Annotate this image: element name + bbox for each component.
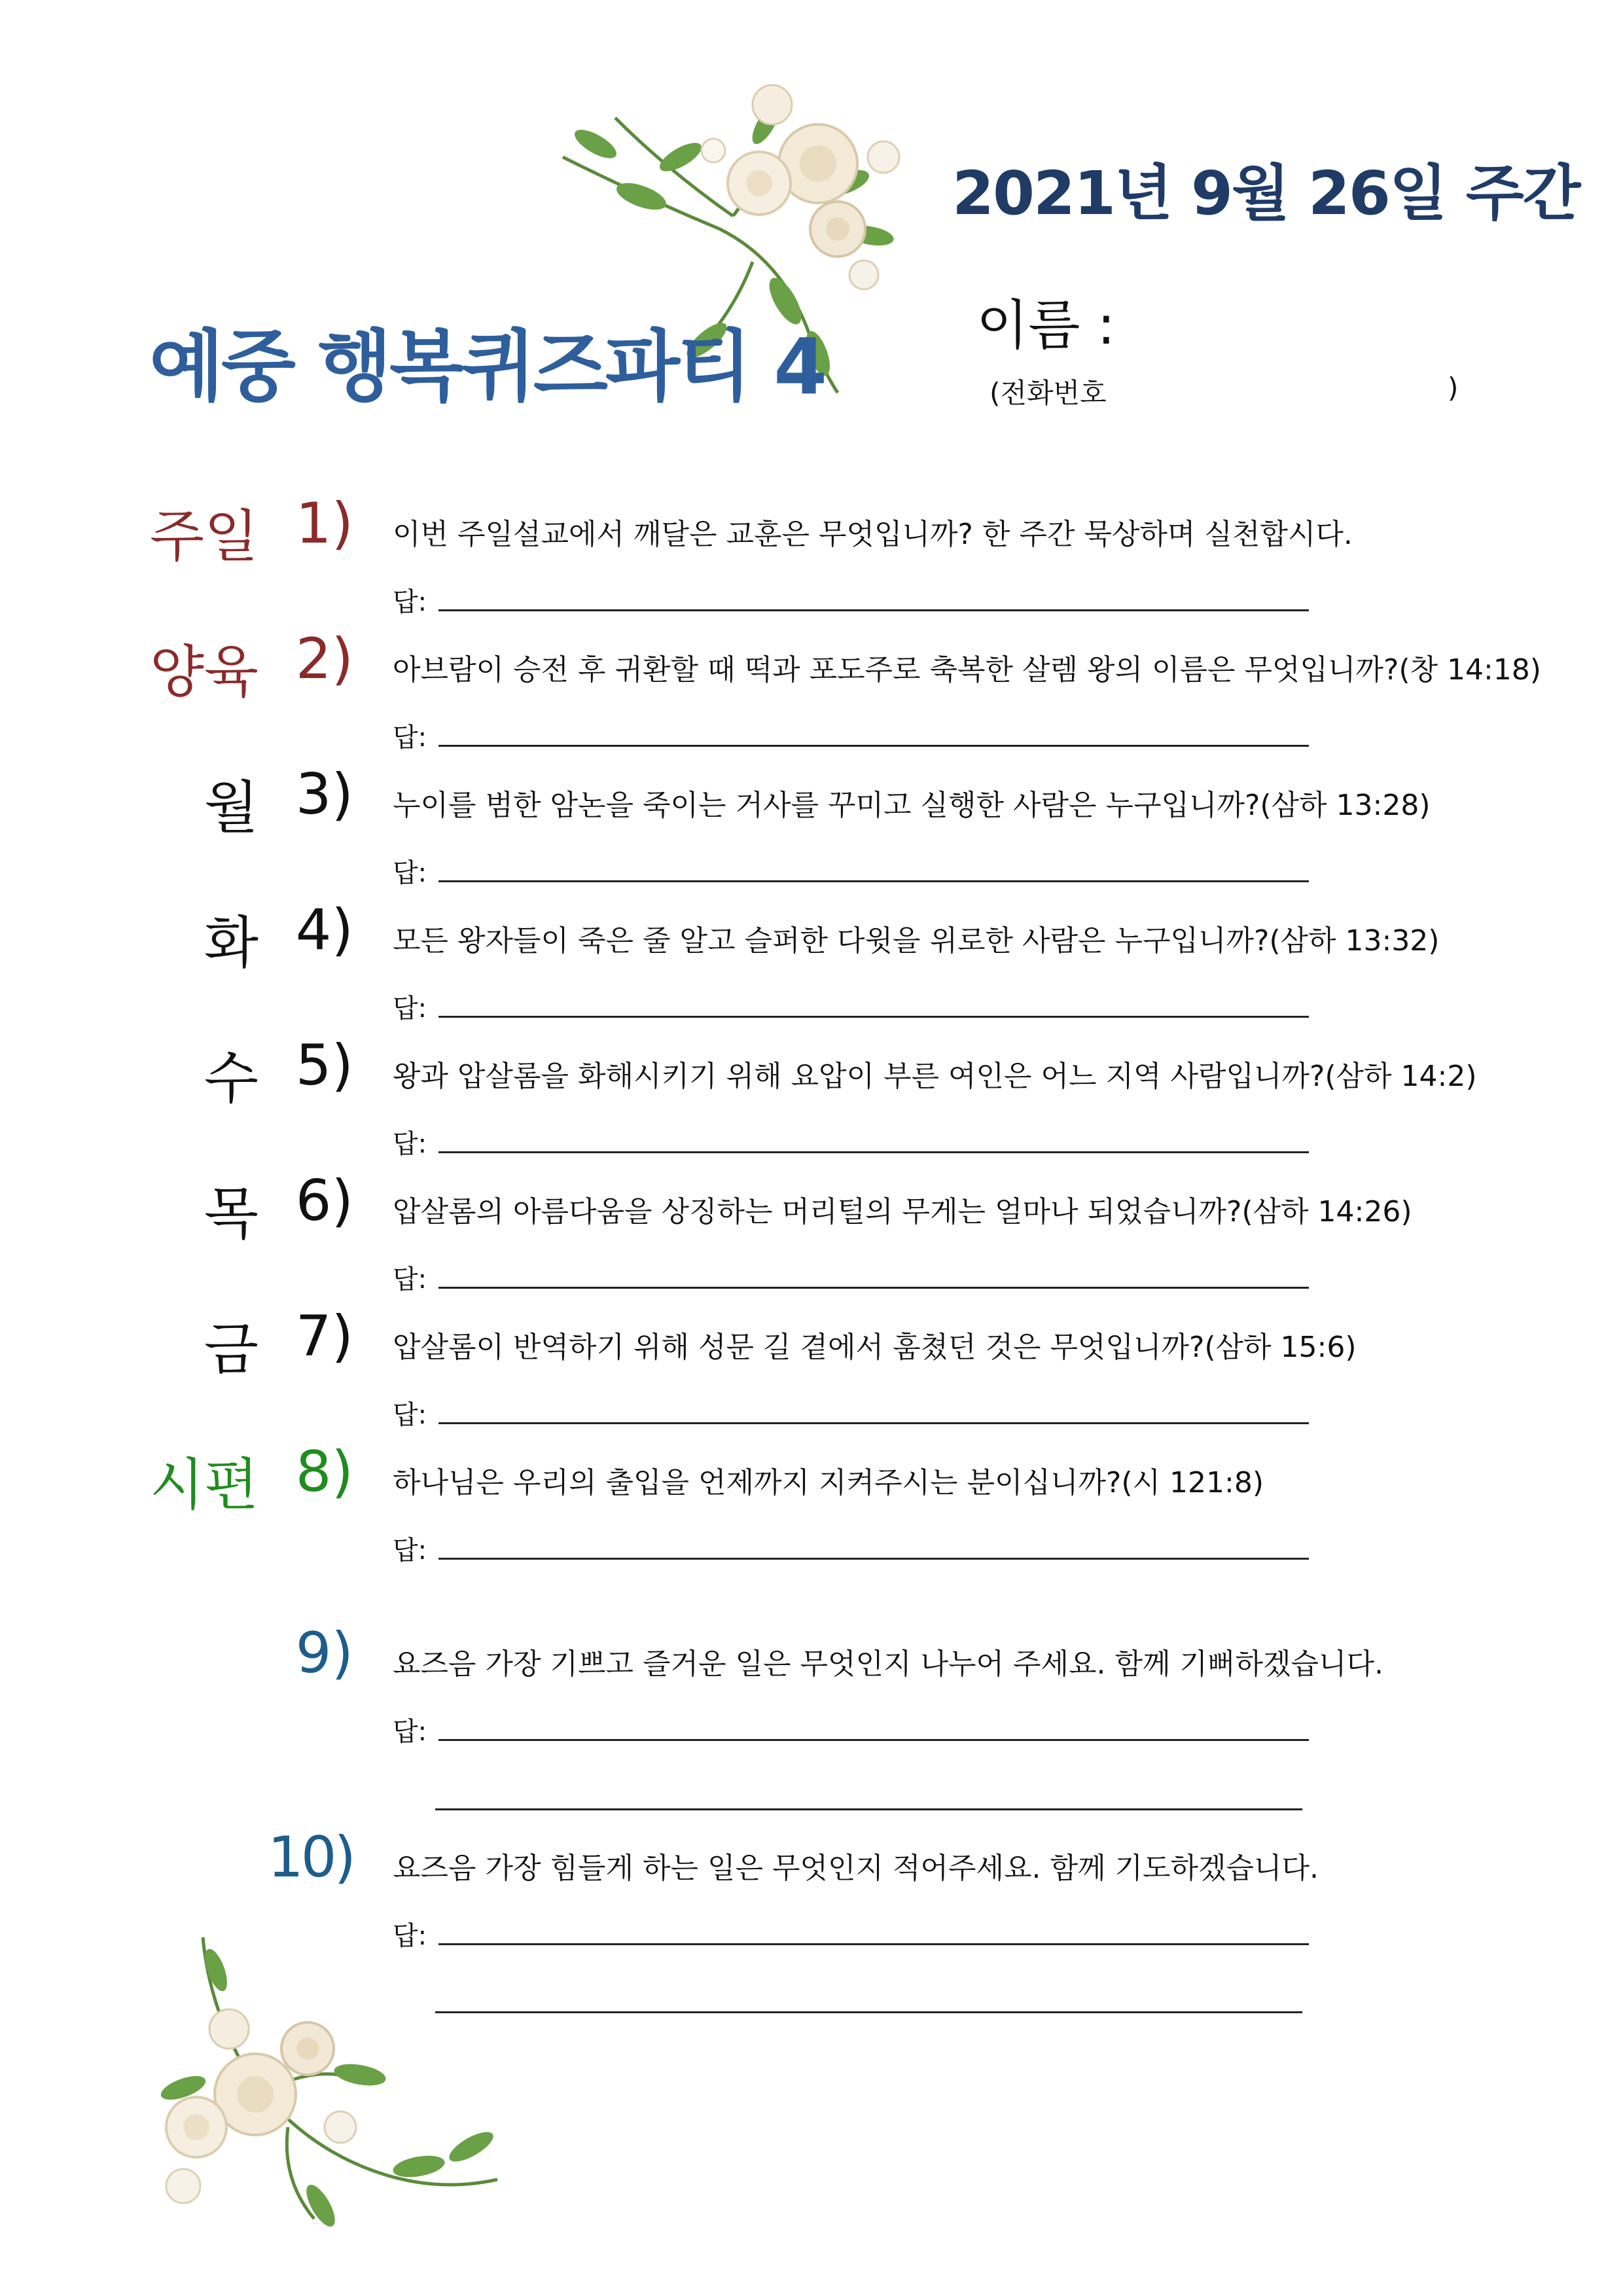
question-text: 요즈음 가장 기쁘고 즐거운 일은 무엇인지 나누어 주세요. 함께 기뻐하겠습니다.: [393, 1647, 1383, 1681]
question-row-2: [0, 626, 1623, 757]
day-label: 화: [204, 910, 259, 976]
question-text: 모든 왕자들이 죽은 줄 알고 슬퍼한 다윗을 위로한 사람은 누구입니까?(삼하 13:32): [393, 924, 1440, 958]
question-number: 9): [295, 1621, 353, 1686]
question-row-3: [0, 762, 1623, 893]
answer-label: 답:: [393, 1265, 427, 1295]
day-label: 월: [204, 775, 259, 840]
answer-line[interactable]: [438, 1422, 1309, 1424]
question-number: 7): [295, 1304, 353, 1369]
day-label: 목: [204, 1181, 259, 1247]
answer-label: 답:: [393, 1535, 427, 1566]
answer-label: 답:: [393, 1921, 427, 1951]
question-number: 4): [295, 897, 353, 963]
phone-label: (전화번호: [990, 377, 1107, 409]
answer-label: 답:: [393, 1400, 427, 1430]
answer-line-extra[interactable]: [435, 1808, 1302, 1810]
day-label: 주일: [149, 504, 259, 569]
question-text: 요즈음 가장 힘들게 하는 일은 무엇인지 적어주세요. 함께 기도하겠습니다.: [393, 1852, 1319, 1885]
question-row-6: [0, 1168, 1623, 1299]
answer-line[interactable]: [438, 1558, 1309, 1560]
answer-label: 답:: [393, 858, 427, 888]
answer-line[interactable]: [438, 1016, 1309, 1018]
answer-line[interactable]: [438, 1943, 1309, 1945]
question-row-10: [0, 1825, 1623, 1956]
question-number: 8): [295, 1439, 353, 1505]
answer-label: 답:: [393, 587, 427, 617]
page-title: 예중 행복퀴즈파티 4: [149, 321, 825, 412]
question-text: 이번 주일설교에서 깨달은 교훈은 무엇입니까? 한 주간 묵상하며 실천합시다.: [393, 518, 1353, 551]
question-text: 왕과 압살롬을 화해시키기 위해 요압이 부른 여인은 어느 지역 사람입니까?(삼하 14:2): [393, 1060, 1477, 1093]
phone-close-paren: ): [1448, 372, 1459, 404]
question-text: 하나님은 우리의 출입을 언제까지 지켜주시는 분이십니까?(시 121:8): [393, 1466, 1264, 1499]
question-row-5: [0, 1033, 1623, 1164]
name-label: 이름 :: [976, 295, 1116, 357]
question-number: 6): [295, 1168, 353, 1234]
answer-line[interactable]: [438, 609, 1309, 611]
day-label: 양육: [149, 639, 259, 705]
week-date: 2021년 9월 26일 주간: [952, 158, 1580, 228]
question-row-8: [0, 1439, 1623, 1570]
answer-label: 답:: [393, 723, 427, 753]
answer-label: 답:: [393, 1717, 427, 1747]
answer-line[interactable]: [438, 1287, 1309, 1289]
question-text: 누이를 범한 암논을 죽이는 거사를 꾸미고 실행한 사람은 누구입니까?(삼하 13:28): [393, 789, 1431, 822]
question-number: 10): [268, 1825, 353, 1890]
question-text: 압살롬의 아름다움을 상징하는 머리털의 무게는 얼마나 되었습니까?(삼하 14:26): [393, 1195, 1412, 1229]
question-row-7: [0, 1304, 1623, 1435]
day-label: 수: [204, 1046, 259, 1111]
question-row-4: [0, 897, 1623, 1028]
question-number: 1): [295, 491, 353, 556]
question-row-9: [0, 1621, 1623, 1751]
answer-label: 답:: [393, 994, 427, 1024]
answer-line[interactable]: [438, 745, 1309, 747]
answer-line[interactable]: [438, 1739, 1309, 1741]
answer-line[interactable]: [438, 1151, 1309, 1153]
question-text: 아브람이 승전 후 귀환할 때 떡과 포도주로 축복한 살렘 왕의 이름은 무엇입니까?(창 14:18): [393, 653, 1541, 687]
question-number: 3): [295, 762, 353, 827]
question-row-1: [0, 491, 1623, 622]
day-label: 시편: [149, 1452, 259, 1518]
question-number: 5): [295, 1033, 353, 1098]
day-label: 금: [204, 1317, 259, 1382]
answer-line-extra[interactable]: [435, 2011, 1302, 2013]
answer-line[interactable]: [438, 880, 1309, 882]
answer-label: 답:: [393, 1129, 427, 1159]
flower-decoration-bottom: [144, 1931, 510, 2232]
question-number: 2): [295, 626, 353, 692]
question-text: 압살롬이 반역하기 위해 성문 길 곁에서 훔쳤던 것은 무엇입니까?(삼하 15:6): [393, 1331, 1357, 1364]
